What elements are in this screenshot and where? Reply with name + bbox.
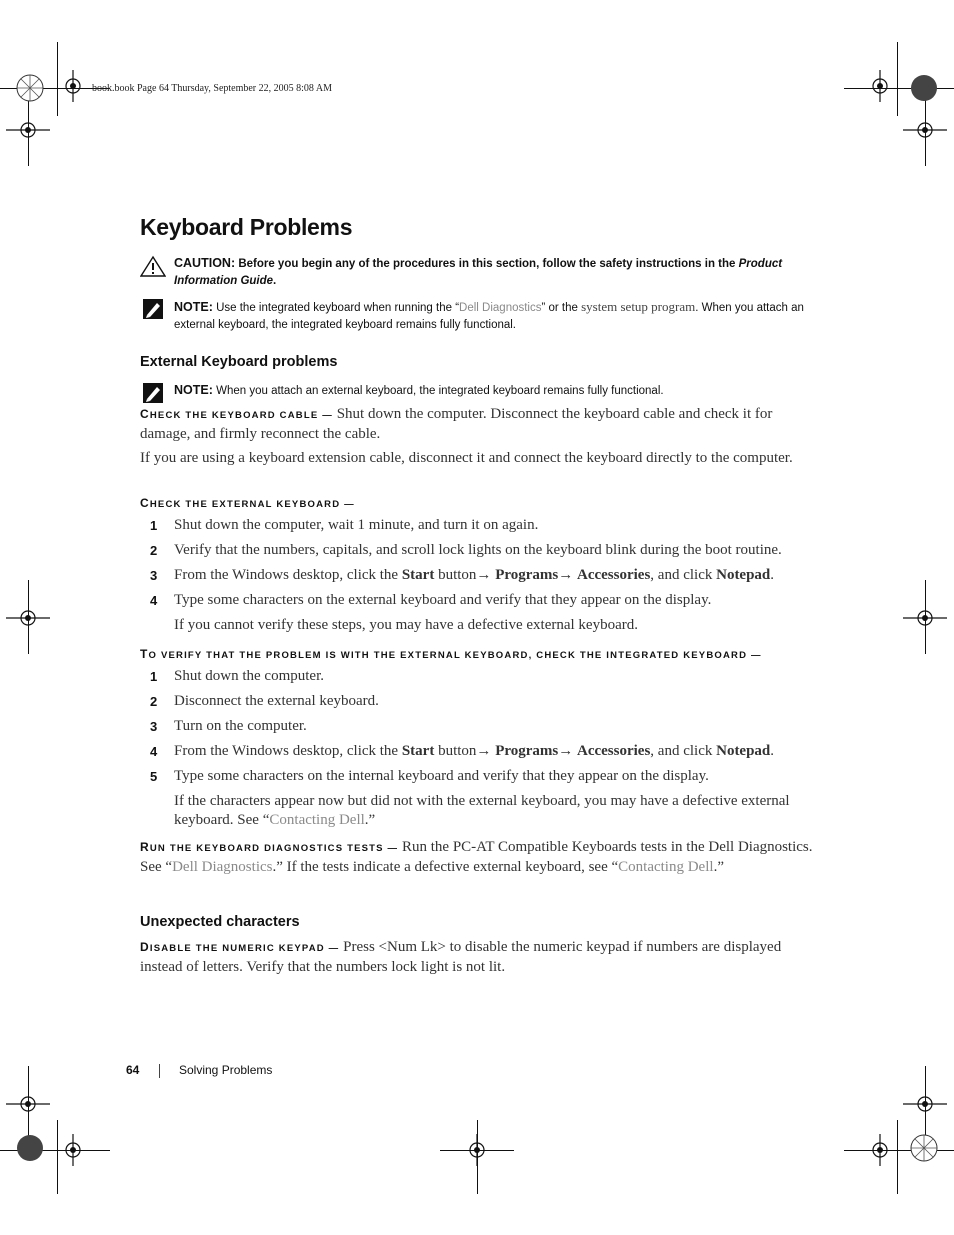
note-pencil-icon xyxy=(140,382,166,404)
check-cable-heading: CHECK THE KEYBOARD CABLE — xyxy=(140,407,333,421)
step-b-followup: If the characters appear now but did not with the external keyboard, you may have a defective external keyboard. See “Contacting Dell.” xyxy=(174,793,790,828)
contacting-dell-link[interactable]: Contacting Dell xyxy=(618,859,714,875)
note-text-pre: Use the integrated keyboard when running the “ xyxy=(216,302,460,314)
step-a-4: 4 Type some characters on the external keyboard and verify that they appear on the display. xyxy=(150,592,712,608)
check-cable-para xyxy=(140,405,814,444)
note-text-mid: ” or the xyxy=(541,302,578,314)
page-number: 64 xyxy=(126,1063,140,1077)
section-heading-external: External Keyboard problems xyxy=(140,354,338,370)
step-b-2: 2 Disconnect the external keyboard. xyxy=(150,693,379,709)
notepad-ref: Notepad xyxy=(716,567,771,583)
step-b-5: 5 Type some characters on the internal keyboard and verify that they appear on the display. xyxy=(150,768,709,784)
dell-diagnostics-link[interactable]: Dell Diagnostics xyxy=(459,302,542,314)
note-label: NOTE: xyxy=(174,300,213,314)
disable-keypad-heading: DISABLE THE NUMERIC KEYPAD — xyxy=(140,940,340,954)
step-a-2: 2 Verify that the numbers, capitals, and scroll lock lights on the keyboard blink during the boot routine. xyxy=(150,542,782,558)
caution-text: Before you begin any of the procedures in this section, follow the safety instructions in the xyxy=(238,258,736,270)
run-diagnostics-para: RUN THE KEYBOARD DIAGNOSTICS TESTS — Run the PC-AT Compatible Keyboards tests in the Dell Diagnostics. See “Dell Diagnostics.” If the tests indicate a defective external keyboard, see “Contacting Dell.” xyxy=(140,839,813,875)
check-cable-text: Shut down the computer. Disconnect the keyboard cable and check it for damage, and firmly reconnect the cable. xyxy=(140,406,773,442)
system-setup-program-ref: system setup program xyxy=(581,299,696,314)
caution-end: . xyxy=(273,275,277,287)
accessories-menu-ref: Accessories xyxy=(576,743,651,759)
section-heading-unexpected: Unexpected characters xyxy=(140,914,300,930)
note-pencil-icon xyxy=(140,298,166,320)
start-menu-ref: Start xyxy=(401,743,435,759)
extension-cable-para: If you are using a keyboard extension cable, disconnect it and connect the keyboard directly to the computer. xyxy=(140,450,793,466)
footer-section: Solving Problems xyxy=(179,1063,273,1077)
step-a-followup: If you cannot verify these steps, you may have a defective external keyboard. xyxy=(174,617,638,633)
note-text-post: . When you attach an external keyboard, the integrated keyboard remains fully functional. xyxy=(174,302,804,331)
caution-block xyxy=(140,255,814,290)
start-menu-ref: Start xyxy=(401,567,435,583)
footer-divider xyxy=(159,1064,160,1078)
programs-menu-ref: Programs xyxy=(495,567,559,583)
step-b-3: 3 Turn on the computer. xyxy=(150,718,307,734)
note-block-1 xyxy=(140,298,814,334)
note-label: NOTE: xyxy=(174,383,213,397)
note-text: When you attach an external keyboard, the integrated keyboard remains fully functional. xyxy=(216,385,664,397)
step-a-3: 3 From the Windows desktop, click the Start button→ Programs→ Accessories, and click Notepad. xyxy=(150,567,775,583)
contacting-dell-link[interactable]: Contacting Dell xyxy=(269,812,365,828)
verify-integrated-heading: TO VERIFY THAT THE PROBLEM IS WITH THE EXTERNAL KEYBOARD, CHECK THE INTEGRATED KEYBOARD — xyxy=(140,647,762,661)
run-diagnostics-heading: RUN THE KEYBOARD DIAGNOSTICS TESTS — xyxy=(140,840,399,854)
caution-label: CAUTION: xyxy=(174,256,236,270)
note-block-2 xyxy=(140,382,814,400)
check-external-heading: CHECK THE EXTERNAL KEYBOARD — xyxy=(140,496,355,510)
caution-icon xyxy=(140,255,166,277)
dell-diagnostics-link[interactable]: Dell Diagnostics xyxy=(172,859,273,875)
caution-guide: Product Information Guide xyxy=(174,258,783,287)
accessories-menu-ref: Accessories xyxy=(576,567,651,583)
disable-keypad-para: DISABLE THE NUMERIC KEYPAD — Press <Num Lk> to disable the numeric keypad if numbers are displayed instead of letters. Verify that the numbers lock light is not lit. xyxy=(140,939,782,975)
programs-menu-ref: Programs xyxy=(495,743,559,759)
step-b-1: 1 Shut down the computer. xyxy=(150,668,324,684)
step-b-4: 4 From the Windows desktop, click the Start button→ Programs→ Accessories, and click Notepad. xyxy=(150,743,775,759)
page-title: Keyboard Problems xyxy=(140,214,353,240)
notepad-ref: Notepad xyxy=(716,743,771,759)
print-header: book.book Page 64 Thursday, September 22, 2005 8:08 AM xyxy=(92,83,332,94)
step-a-1: 1 Shut down the computer, wait 1 minute, and turn it on again. xyxy=(150,517,539,533)
